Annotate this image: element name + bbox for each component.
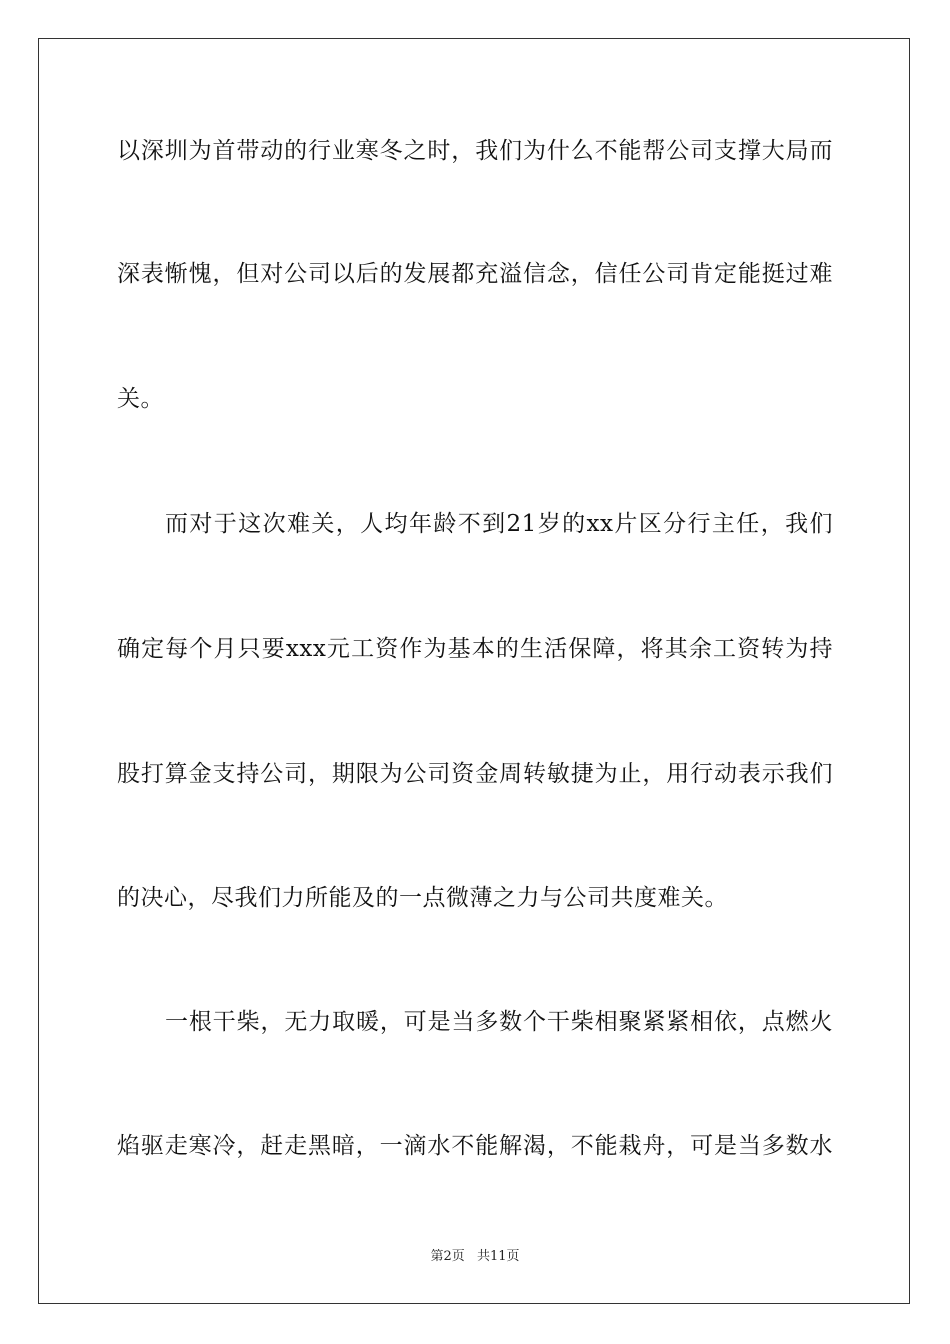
paragraph-line: 一根干柴，无力取暖，可是当多数个干柴相聚紧紧相依，点燃火	[165, 1009, 833, 1035]
page-total: 共11页	[476, 1249, 520, 1264]
paragraph-line: 的决心，尽我们力所能及的一点微薄之力与公司共度难关。	[117, 885, 728, 911]
paragraph-line: 深表惭愧，但对公司以后的发展都充溢信念，信任公司肯定能挺过难	[117, 261, 833, 287]
page-number: 第2页	[430, 1249, 465, 1264]
paragraph-line: 焰驱走寒冷，赶走黑暗，一滴水不能解渴，不能栽舟，可是当多数水	[117, 1133, 833, 1159]
paragraph-line: 关。	[117, 386, 164, 412]
page-footer	[0, 1248, 950, 1266]
paragraph-line: 而对于这次难关，人均年龄不到21岁的xx片区分行主任，我们	[165, 511, 833, 537]
paragraph-line: 确定每个月只要xxx元工资作为基本的生活保障，将其余工资转为持	[117, 636, 833, 662]
paragraph-line: 股打算金支持公司，期限为公司资金周转敏捷为止，用行动表示我们	[117, 761, 833, 787]
page-border	[38, 38, 910, 1304]
paragraph-line: 以深圳为首带动的行业寒冬之时，我们为什么不能帮公司支撑大局而	[117, 138, 833, 164]
